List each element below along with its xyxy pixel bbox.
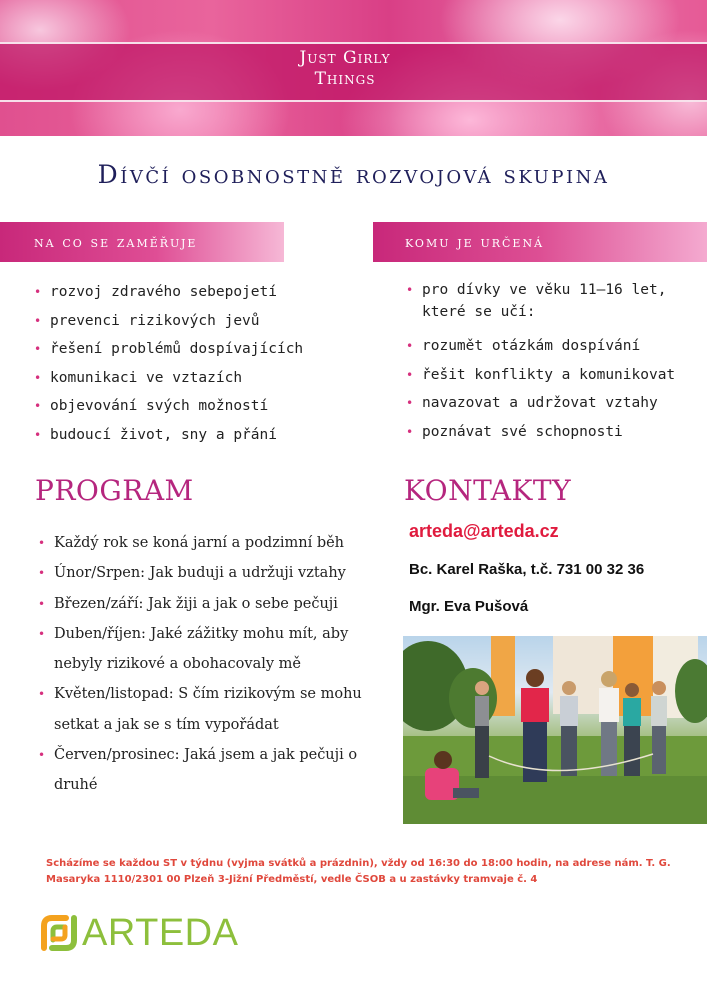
- arteda-logo-text: ARTEDA: [82, 912, 239, 954]
- arteda-logo: [40, 911, 238, 955]
- bullet-icon: •: [406, 424, 414, 439]
- list-item: • Květen/listopad: S čím rizikovým se mohu setkat a jak se s tím vypořádat: [38, 679, 368, 740]
- header-banner: [0, 0, 707, 136]
- list-item: • řešení problémů dospívajících: [34, 338, 303, 367]
- section-bar-focus: [0, 222, 284, 262]
- program-heading: PROGRAM: [35, 474, 194, 507]
- contact-person-2: Mgr. Eva Pušová: [409, 598, 529, 615]
- bullet-icon: •: [34, 342, 42, 356]
- banner-title-line2: Things: [314, 69, 376, 89]
- section-title-target: komu je určená: [405, 233, 545, 251]
- target-list: [406, 279, 707, 449]
- section-title-focus: na co se zaměřuje: [34, 233, 198, 251]
- bullet-icon: •: [406, 396, 414, 410]
- list-item: • Březen/září: Jak žiji a jak o sebe pečuji: [38, 589, 368, 619]
- list-item: • poznávat své schopnosti: [406, 421, 707, 450]
- list-item: • budoucí život, sny a přání: [34, 424, 303, 453]
- list-item: • komunikaci ve vztazích: [34, 367, 303, 396]
- bullet-icon: •: [34, 313, 42, 328]
- group-photo-illustration: [403, 636, 707, 824]
- meeting-info: Scházíme se každou ST v týdnu (vyjma svátků a prázdnin), vždy od 16:30 do 18:00 hodin, na adrese nám. T. G. Masaryka 1110/2301 00 Plzeň 3-Jižní Předměstí, vedle ČSOB a u zastávky tramvaje č. 4: [46, 858, 671, 885]
- list-item: • Každý rok se koná jarní a podzimní běh: [38, 528, 368, 558]
- bullet-icon: •: [38, 566, 46, 581]
- bullet-icon: •: [34, 399, 42, 413]
- contact-email-link[interactable]: arteda@arteda.cz: [409, 521, 559, 541]
- bullet-icon: •: [406, 367, 414, 382]
- bullet-icon: •: [34, 427, 42, 442]
- bullet-icon: •: [38, 536, 46, 550]
- list-item: • pro dívky ve věku 11–16 let, které se učí:: [406, 279, 707, 335]
- arteda-logo-icon: [40, 914, 78, 952]
- list-item: • navazovat a udržovat vztahy: [406, 392, 707, 421]
- section-bar-target: [373, 222, 707, 262]
- page-title: Dívčí osobnostně rozvojová skupina: [97, 160, 610, 189]
- bullet-icon: •: [38, 626, 46, 641]
- list-item: • rozumět otázkám dospívání: [406, 335, 707, 364]
- group-photo: [403, 636, 707, 824]
- bullet-icon: •: [38, 596, 46, 611]
- list-item: • Únor/Srpen: Jak buduji a udržuji vztahy: [38, 558, 368, 588]
- contact-person-1: Bc. Karel Raška, t.č. 731 00 32 36: [409, 561, 645, 578]
- focus-list: [34, 281, 303, 452]
- list-item: • objevování svých možností: [34, 395, 303, 424]
- bullet-icon: •: [406, 339, 414, 353]
- bullet-icon: •: [34, 285, 42, 299]
- program-list: [38, 528, 368, 801]
- list-item: • řešit konflikty a komunikovat: [406, 364, 707, 393]
- bullet-icon: •: [406, 283, 414, 297]
- list-item: • rozvoj zdravého sebepojetí: [34, 281, 303, 310]
- list-item: • Červen/prosinec: Jaká jsem a jak pečuji o druhé: [38, 740, 368, 801]
- list-item: • Duben/říjen: Jaké zážitky mohu mít, aby nebyly rizikové a obohacovaly mě: [38, 619, 368, 680]
- list-item: • prevenci rizikových jevů: [34, 310, 303, 339]
- banner-title-line1: Just Girly: [299, 48, 391, 68]
- bullet-icon: •: [38, 748, 46, 763]
- banner-title: [0, 48, 690, 90]
- bullet-icon: •: [34, 370, 42, 385]
- contacts-heading: KONTAKTY: [404, 474, 572, 507]
- bullet-icon: •: [38, 687, 46, 702]
